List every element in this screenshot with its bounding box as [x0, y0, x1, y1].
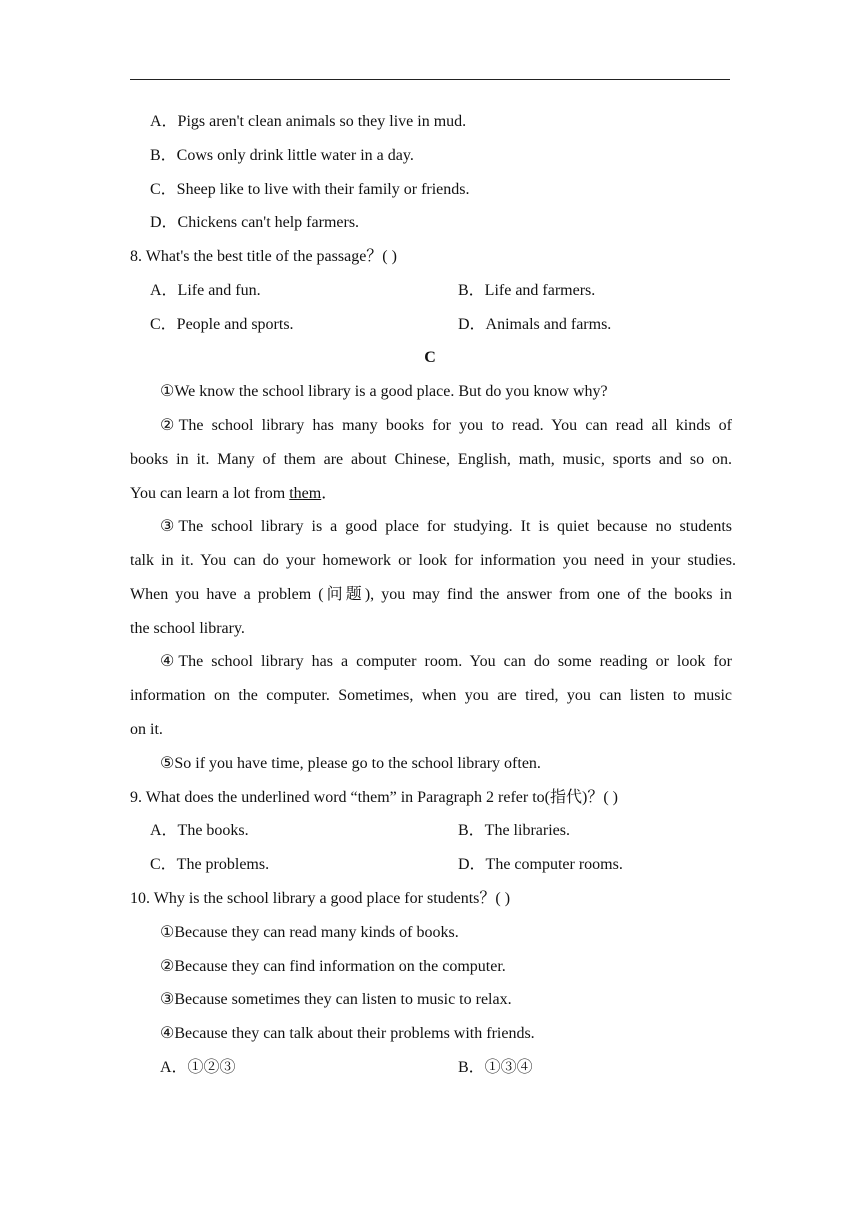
q7-option-a[interactable]: A．Pigs aren't clean animals so they live in mud.	[150, 113, 467, 130]
paragraph-4-line-1: ④The school library has a computer room. You can do some reading or look for	[160, 653, 732, 670]
q8-stem: 8. What's the best title of the passage？( )	[130, 248, 397, 265]
paragraph-3-line-4: the school library.	[130, 620, 245, 637]
q9-option-b[interactable]: B．The libraries.	[458, 822, 570, 839]
q10-option-b[interactable]: B．①③④	[458, 1059, 533, 1076]
paragraph-5: ⑤So if you have time, please go to the school library often.	[160, 755, 541, 772]
q8-option-c[interactable]: C．People and sports.	[150, 316, 294, 333]
q10-statement-4: ④Because they can talk about their problems with friends.	[160, 1025, 535, 1042]
q8-option-b[interactable]: B．Life and farmers.	[458, 282, 596, 299]
q8-option-a[interactable]: A．Life and fun.	[150, 282, 261, 299]
paragraph-4-line-3: on it.	[130, 721, 163, 738]
q9-stem: 9. What does the underlined word “them” in Paragraph 2 refer to(指代)？( )	[130, 789, 618, 806]
paragraph-4-line-2: information on the computer. Sometimes, when you are tired, you can listen to music	[130, 687, 732, 704]
q10-option-a[interactable]: A．①②③	[160, 1059, 236, 1076]
q7-option-b[interactable]: B．Cows only drink little water in a day.	[150, 147, 414, 164]
paragraph-2-line-2: books in it. Many of them are about Chinese, English, math, music, sports and so on.	[130, 451, 732, 468]
q10-stem: 10. Why is the school library a good place for students？( )	[130, 890, 511, 907]
q9-option-c[interactable]: C．The problems.	[150, 856, 270, 873]
q7-option-d[interactable]: D．Chickens can't help farmers.	[150, 214, 360, 231]
header-rule	[130, 79, 730, 80]
paragraph-3-line-2: talk in it. You can do your homework or look for information you need in your studies.	[130, 552, 736, 569]
section-heading: C	[424, 349, 436, 366]
underlined-word-them: them	[289, 485, 322, 502]
q10-statement-2: ②Because they can find information on the computer.	[160, 958, 506, 975]
q8-option-d[interactable]: D．Animals and farms.	[458, 316, 612, 333]
q7-option-c[interactable]: C．Sheep like to live with their family or friends.	[150, 181, 470, 198]
paragraph-1: ①We know the school library is a good place. But do you know why?	[160, 383, 608, 400]
q9-option-a[interactable]: A．The books.	[150, 822, 249, 839]
paragraph-2-line-1: ②The school library has many books for you to read. You can read all kinds of	[160, 417, 732, 434]
paragraph-3-line-1: ③The school library is a good place for studying. It is quiet because no students	[160, 518, 732, 535]
q10-statement-3: ③Because sometimes they can listen to music to relax.	[160, 991, 512, 1008]
q10-statement-1: ①Because they can read many kinds of books.	[160, 924, 459, 941]
q9-option-d[interactable]: D．The computer rooms.	[458, 856, 623, 873]
paragraph-3-line-3: When you have a problem (问题), you may find the answer from one of the books in	[130, 586, 732, 603]
paragraph-2-line-3: You can learn a lot from them．	[130, 485, 338, 502]
